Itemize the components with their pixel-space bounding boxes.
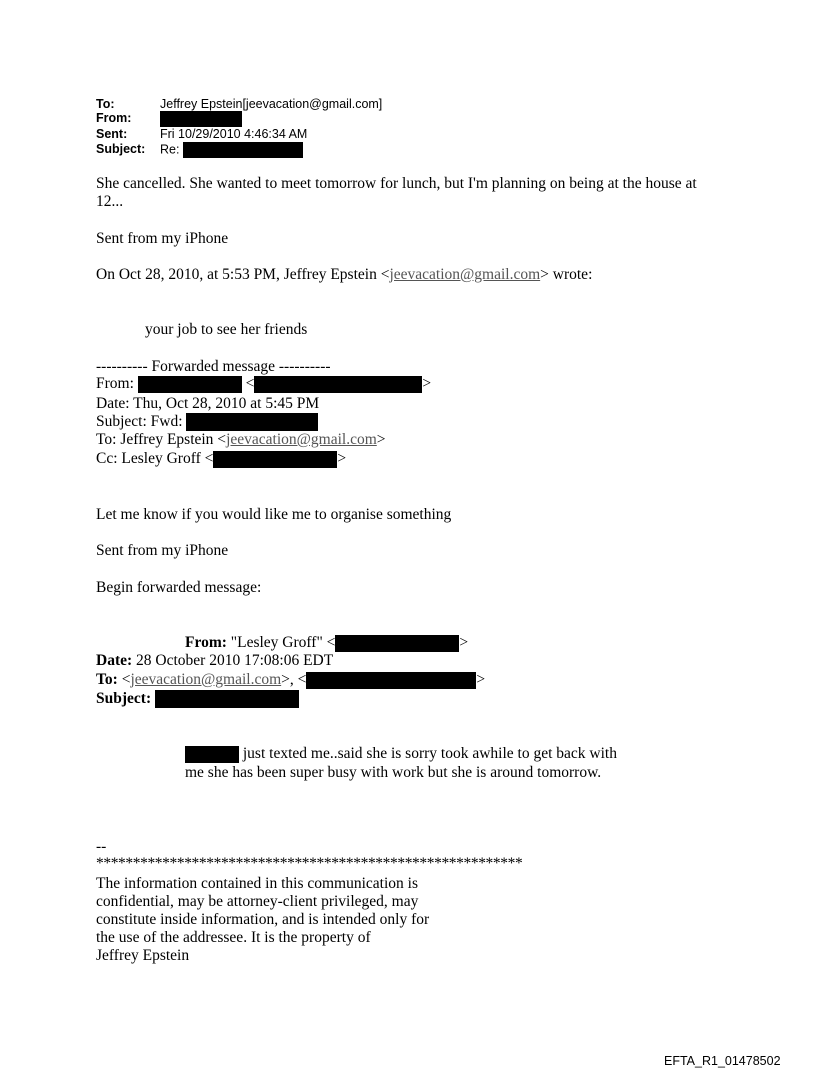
forwarded-subject-label: Subject: Fwd:: [96, 413, 183, 430]
lt-symbol: <: [245, 375, 255, 392]
confidentiality-line-3: constitute inside information, and is intended only for: [96, 911, 430, 928]
inner-to-mid: >, <: [281, 671, 307, 688]
confidentiality-line-5: Jeffrey Epstein: [96, 947, 190, 964]
sent-from-iphone: Sent from my iPhone: [96, 230, 229, 247]
redaction-box: [183, 142, 303, 158]
inner-to-row: [96, 671, 485, 689]
quoted-text: your job to see her friends: [145, 321, 308, 338]
organise-line: Let me know if you would like me to organise something: [96, 506, 452, 523]
inner-date-row: [96, 652, 333, 670]
header-sent-row: [96, 127, 307, 141]
forwarded-cc-row: [96, 450, 346, 468]
inner-subject-row: [96, 690, 299, 708]
asterisk-divider: **********************************************************: [96, 855, 523, 872]
header-to-value: Jeffrey Epstein[jeevacation@gmail.com]: [160, 97, 383, 111]
forwarded-divider: ---------- Forwarded message ----------: [96, 358, 331, 375]
header-subject-value: Re:: [160, 142, 180, 157]
redaction-box: [155, 690, 299, 708]
on-wrote-prefix: On Oct 28, 2010, at 5:53 PM, Jeffrey Epstein <: [96, 266, 390, 283]
on-wrote-line: [96, 266, 592, 284]
forwarded-cc-suffix: >: [337, 450, 347, 467]
header-sent-value: Fri 10/29/2010 4:46:34 AM: [160, 127, 308, 141]
gt-symbol: >: [459, 634, 469, 651]
redaction-box: [213, 451, 337, 468]
forwarded-from-row: [96, 375, 431, 393]
inner-from-value: "Lesley Groff" <: [226, 634, 336, 651]
inner-message-line-2: me she has been super busy with work but she is around tomorrow.: [185, 764, 602, 781]
forwarded-to-suffix: >: [376, 431, 386, 448]
forwarded-from-label: From:: [96, 375, 134, 392]
sent-from-iphone: Sent from my iPhone: [96, 542, 229, 559]
forwarded-date: Date: Thu, Oct 28, 2010 at 5:45 PM: [96, 395, 320, 412]
confidentiality-line-4: the use of the addressee. It is the property of: [96, 929, 371, 946]
header-from-label: From:: [96, 111, 132, 126]
body-line-1: She cancelled. She wanted to meet tomorrow for lunch, but I'm planning on being at the house at: [96, 175, 697, 192]
redaction-box: [254, 376, 422, 393]
gt-symbol: >: [422, 375, 432, 392]
header-from-row: [96, 111, 242, 127]
confidentiality-line-2: confidential, may be attorney-client privileged, may: [96, 893, 419, 910]
inner-date-value: 28 October 2010 17:08:06 EDT: [132, 652, 334, 669]
begin-forwarded: Begin forwarded message:: [96, 579, 262, 596]
redaction-box: [306, 672, 476, 689]
inner-to-label: To:: [96, 671, 118, 688]
header-subject-label: Subject:: [96, 142, 146, 157]
redaction-box: [335, 635, 459, 652]
inner-to-gt: >: [476, 671, 486, 688]
body-line-2: 12...: [96, 193, 124, 210]
bates-number: EFTA_R1_01478502: [664, 1054, 781, 1068]
confidentiality-line-1: The information contained in this communication is: [96, 875, 418, 892]
forwarded-to-prefix: To: Jeffrey Epstein <: [96, 431, 227, 448]
header-sent-label: Sent:: [96, 127, 128, 141]
header-subject-row: [96, 142, 303, 158]
redaction-box: [160, 111, 242, 127]
inner-from-row: [185, 634, 468, 652]
email-link[interactable]: jeevacation@gmail.com: [389, 266, 541, 283]
inner-to-lt: <: [117, 671, 131, 688]
inner-message-text-1: just texted me..said she is sorry took awhile to get back with: [242, 745, 617, 762]
forwarded-to-row: [96, 431, 386, 449]
on-wrote-suffix: > wrote:: [540, 266, 593, 283]
redaction-box: [138, 376, 242, 393]
redaction-box: [185, 746, 239, 763]
forwarded-subject-row: [96, 413, 318, 431]
inner-message-line-1: [185, 745, 617, 763]
signature-dashes: --: [96, 838, 107, 855]
inner-subject-label: Subject:: [96, 690, 152, 707]
email-link[interactable]: jeevacation@gmail.com: [130, 671, 282, 688]
email-link[interactable]: jeevacation@gmail.com: [226, 431, 377, 448]
inner-date-label: Date:: [96, 652, 133, 669]
redaction-box: [186, 413, 318, 431]
forwarded-cc-prefix: Cc: Lesley Groff <: [96, 450, 214, 467]
inner-from-label: From:: [185, 634, 227, 651]
header-to-row: [96, 97, 382, 111]
header-to-label: To:: [96, 97, 115, 111]
